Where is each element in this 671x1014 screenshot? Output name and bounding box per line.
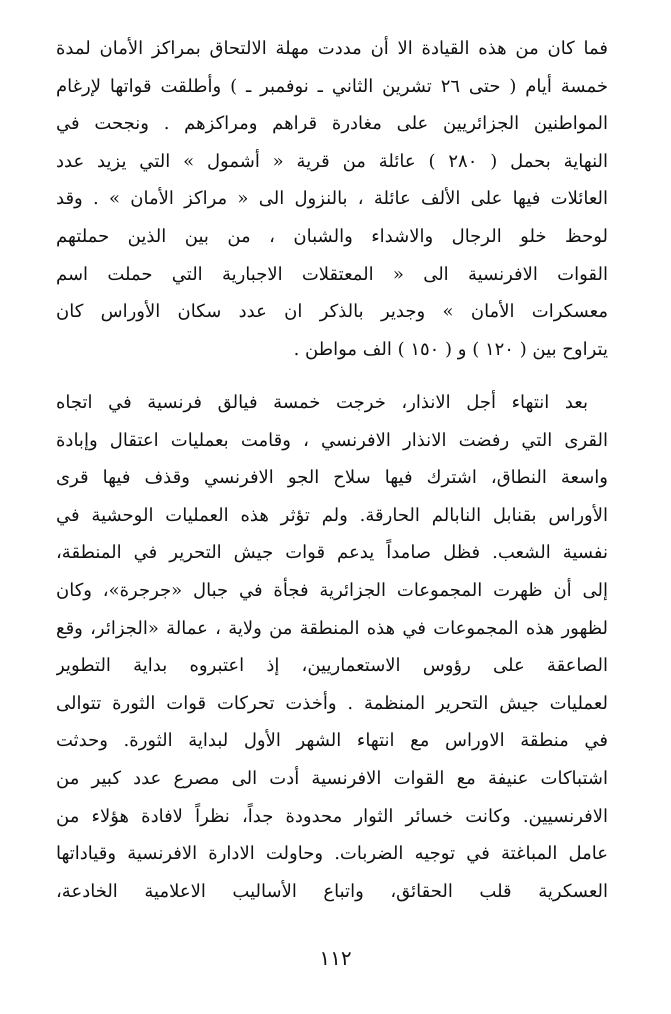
text-line: يتراوح بين ( ١٢٠ ) و ( ١٥٠ ) الف مواطن . — [293, 338, 608, 360]
text-line: معسكرات الأمان » وجدير بالذكر ان عدد سكان الأوراس كان — [56, 301, 608, 323]
text-line: إلى أن ظهرت المجموعات الجزائرية فجأة في جبال «جرجرة»، وكان — [56, 579, 608, 601]
text-line: النهاية بحمل ( ٢٨٠ ) عائلة من قرية « أشمول » التي يزيد عدد — [56, 150, 608, 172]
text-line: العائلات فيها على الألف عائلة ، بالنزول الى « مراكز الأمان » . وقد — [56, 188, 608, 210]
text-line: خمسة أيام ( حتى ٢٦ تشرين الثاني ـ نوفمبر ـ ) وأطلقت قواتها لإرغام — [56, 75, 608, 97]
text-line: القرى التي رفضت الانذار الافرنسي ، وقامت بعمليات اعتقال وإبادة — [56, 429, 608, 451]
text-line: نفسية الشعب. فظل صامداً يدعم قوات جيش التحرير في المنطقة، — [56, 542, 608, 564]
paragraph-2 — [56, 384, 608, 910]
text-line: المواطنين الجزائريين على مغادرة قراهم ومراكزهم . ونجحت في — [56, 113, 608, 135]
text-line: لعمليات جيش التحرير المنظمة . وأخذت تحركات قوات الثورة تتوالى — [56, 692, 608, 714]
text-line: الصاعقة على رؤوس الاستعماريين، إذ اعتبروه بداية التطوير — [56, 655, 608, 677]
page-number: ١١٢ — [319, 946, 352, 970]
paragraph-1 — [56, 30, 608, 368]
text-line: القوات الافرنسية الى « المعتقلات الاجبارية التي حملت اسم — [56, 263, 608, 285]
text-line: لوحظ خلو الرجال والاشداء والشبان ، من بين الذين حملتهم — [56, 225, 608, 247]
text-line: لظهور هذه المجموعات في هذه المنطقة من ولاية ، عمالة «الجزائر، وقع — [56, 617, 608, 639]
text-line: الافرنسيين. وكانت خسائر الثوار محدودة جداً، نظراً لافادة هؤلاء من — [56, 805, 608, 827]
text-line: العسكرية قلب الحقائق، واتباع الأساليب الاعلامية الخادعة، — [56, 880, 608, 902]
text-line: فما كان من هذه القيادة الا أن مددت مهلة الالتحاق بمراكز الأمان لمدة — [56, 38, 608, 59]
text-line: اشتباكات عنيفة مع القوات الافرنسية أدت الى مصرع عدد كبير من — [56, 767, 608, 789]
text-line: عامل المباغتة في توجيه الضربات. وحاولت الادارة الافرنسية وقياداتها — [56, 843, 608, 865]
text-line: بعد انتهاء أجل الانذار، خرجت خمسة فيالق فرنسية في اتجاه — [56, 392, 588, 413]
text-line: الأوراس بقنابل النابالم الحارقة. ولم تؤثر هذه العمليات الوحشية في — [56, 504, 608, 526]
text-line: في منطقة الاوراس مع انتهاء الشهر الأول لبداية الثورة. وحدثت — [56, 730, 608, 752]
text-line: واسعة النطاق، اشترك فيها سلاح الجو الافرنسي وقذف فيها قرى — [56, 467, 608, 489]
